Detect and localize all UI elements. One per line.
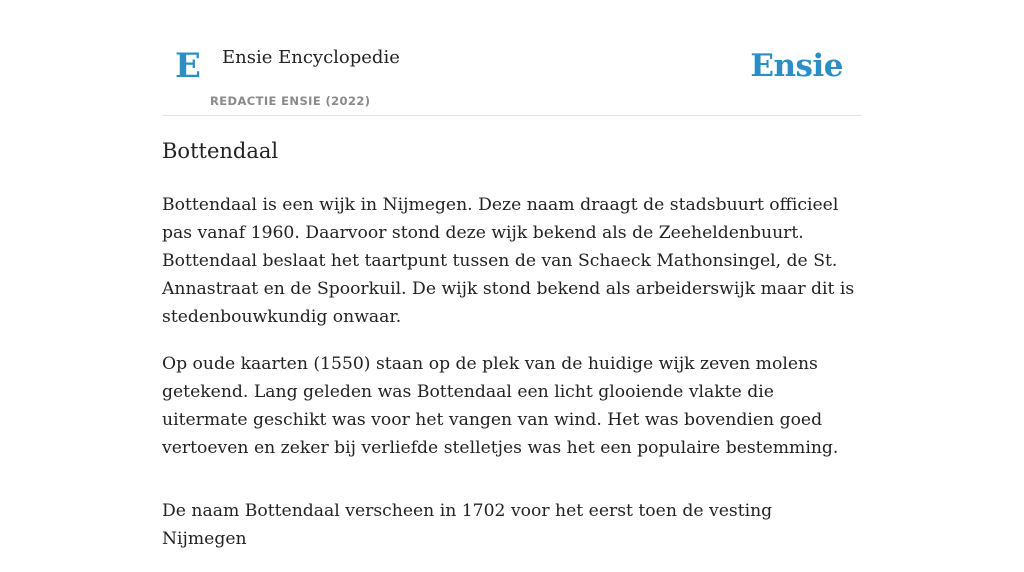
article (162, 138, 862, 572)
article-paragraph: Bottendaal is een wijk in Nijmegen. Deze naam draagt de stadsbuurt officieel pas vanaf 1960. Daarvoor stond deze wijk bekend als de Zeeheldenbuurt. Bottendaal beslaat het taartpunt tussen de van Schaeck Mathonsingel, de St. Annastraat en de Spoorkuil. De wijk stond bekend als arbeiderswijk maar dit is stedenbouwkundig onwaar. (162, 195, 855, 328)
article-paragraph: Op oude kaarten (1550) staan op de plek van de huidige wijk zeven molens getekend. Lang geleden was Bottendaal een licht glooiende vlakte die uitermate geschikt was voor het vangen van wind. Het was bovendien goed vertoeven en zeker bij verliefde stelletjes was het een populaire bestemming. (162, 354, 839, 459)
source-author-year: REDACTIE ENSIE (2022) (210, 94, 371, 108)
article-paragraph: De naam Bottendaal verscheen in 1702 voor het eerst toen de vesting Nijmegen (162, 501, 773, 550)
ensie-logo-icon[interactable]: E (175, 46, 201, 86)
article-title: Bottendaal (162, 139, 279, 163)
source-title[interactable]: Ensie Encyclopedie (222, 47, 400, 68)
ensie-brand-logo[interactable]: Ensie (750, 48, 843, 84)
source-header (162, 30, 862, 116)
